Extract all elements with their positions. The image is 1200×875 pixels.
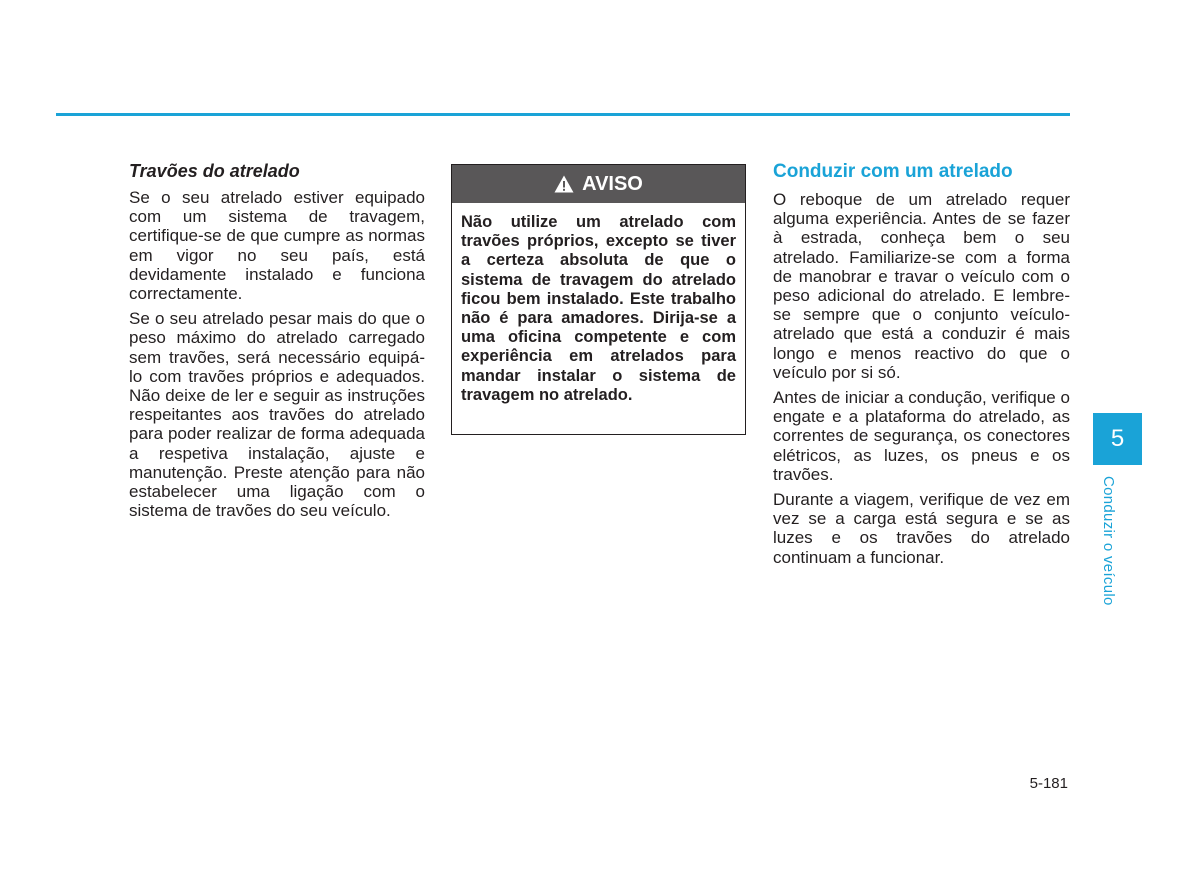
warning-box xyxy=(451,164,746,435)
left-column xyxy=(129,160,425,526)
page-number: 5-181 xyxy=(1029,775,1068,792)
warning-header xyxy=(452,165,745,203)
paragraph: O reboque de um atrelado requer alguma experiência. Antes de se fazer à estrada, conheça bem o seu atrelado. Familiarize-se com a forma de manobrar e travar o veículo com o peso adicional do atrelado. E lembre-se sempre que o conjunto veículo-atrelado que está a conduzir é mais longo e menos reactivo do que o veículo por si só. xyxy=(773,190,1070,382)
warning-text: Não utilize um atrelado com travões próprios, excepto se tiver a certeza absoluta de que o sistema de travagem do atrelado ficou bem instalado. Este trabalho não é para amadores. Dirija-se a uma oficina competente e com experiência em atrelados para mandar instalar o sistema de travagem no atrelado. xyxy=(461,213,736,404)
warning-triangle-icon xyxy=(554,175,574,193)
paragraph: Antes de iniciar a condução, verifique o engate e a plataforma do atrelado, as correntes de segurança, os conectores elétricos, as luzes, os pneus e os travões. xyxy=(773,388,1070,484)
paragraph: Se o seu atrelado estiver equipado com um sistema de travagem, certifique-se de que cumpre as normas em vigor no seu país, está devidamente instalado e funciona correctamente. xyxy=(129,188,425,304)
chapter-tab: 5 xyxy=(1093,413,1142,465)
chapter-label: Conduzir o veículo xyxy=(1100,476,1117,606)
header-rule xyxy=(56,113,1070,116)
warning-title: AVISO xyxy=(582,172,643,195)
paragraph: Durante a viagem, verifique de vez em vez se a carga está segura e se as luzes e os travões do atrelado continuam a funcionar. xyxy=(773,490,1070,567)
right-column xyxy=(773,160,1070,573)
paragraph: Se o seu atrelado pesar mais do que o peso máximo do atrelado carregado sem travões, será necessário equipá-lo com travões próprios e adequados. Não deixe de ler e seguir as instruções respeitantes aos travões do atrelado para poder realizar de forma adequada a respetiva instalação, ajuste e manutenção. Preste atenção para não estabelecer uma ligação com o sistema de travões do seu veículo. xyxy=(129,309,425,521)
section-heading-towing: Conduzir com um atrelado xyxy=(773,161,1013,182)
section-heading-trailer-brakes: Travões do atrelado xyxy=(129,161,300,181)
